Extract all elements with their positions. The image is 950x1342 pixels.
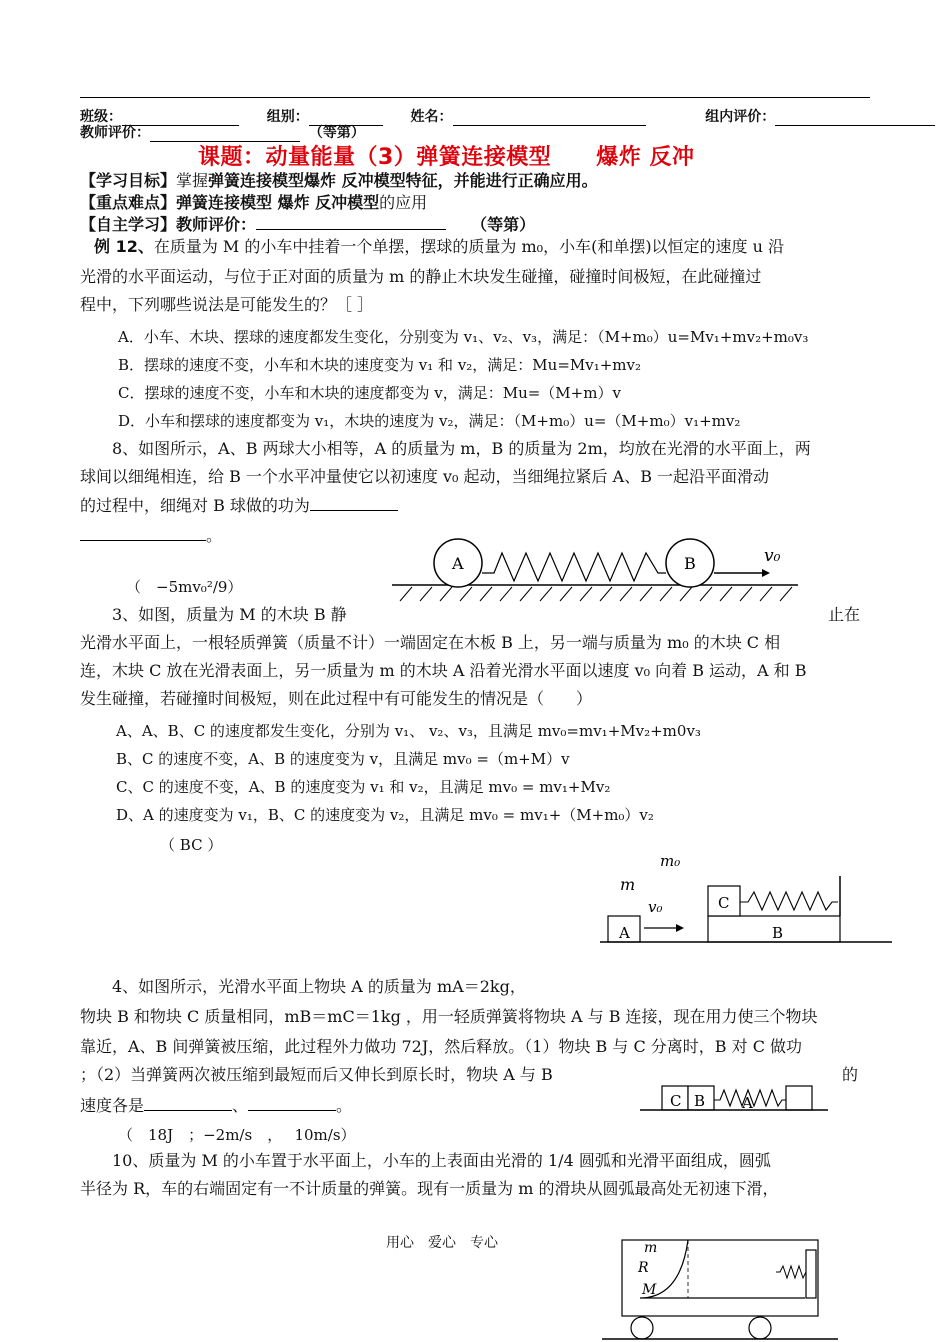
wheel-left-shape <box>631 1317 653 1339</box>
grade-label: （等第） <box>308 125 365 141</box>
goal-text-bold: 弹簧连接模型爆炸 反冲模型特征，并能进行正确应用。 <box>208 171 598 190</box>
q8-line2: 球间以细绳相连，给 B 一个水平冲量使它以初速度 v₀ 起动，当细绳拉紧后 A、B 一起沿平面滑动 <box>80 467 770 486</box>
q3-line1b: 止在 <box>828 605 861 624</box>
q3-option-c[interactable]: C、C 的速度不变，A、B 的速度变为 v₁ 和 v₂，且满足 mv₀ = mv₁+Mv₂ <box>116 778 611 796</box>
q12-option-d[interactable]: D．小车和摆球的速度都变为 v₁，木块的速度为 v₂，满足：（M+m₀）u=（M+m₀）v₁+mv₂ <box>118 412 741 430</box>
q10-line1: 10、质量为 M 的小车置于水平面上，小车的上表面由光滑的 1/4 圆弧和光滑平面组成，圆弧 <box>112 1151 771 1170</box>
q12-line1 <box>94 234 784 260</box>
q10-figure <box>600 1232 840 1342</box>
block-a-label: A <box>619 924 630 942</box>
goal-tag: 【学习目标】 <box>80 171 177 190</box>
q12-num: 例 12、 <box>94 237 154 256</box>
block-b-label: B <box>772 924 784 942</box>
radius-r-label: R <box>638 1260 649 1276</box>
name-field[interactable] <box>453 111 646 126</box>
group-label: 组别： <box>266 109 309 125</box>
name-label: 姓名： <box>410 109 453 125</box>
q4-line5-sep: 、 <box>232 1096 249 1115</box>
q3-option-a[interactable]: A、A、B、C 的速度都发生变化，分别为 v₁、 v₂、v₃，且满足 mv₀=mv₁+Mv₂+m0v₃ <box>116 722 701 740</box>
q3-line3: 连，木块 C 放在光滑表面上，另一质量为 m 的木块 A 沿着光滑水平面以速度 v₀ 向着 B 运动，A 和 B <box>80 661 807 680</box>
spring-shape <box>740 892 838 910</box>
q4-line5 <box>80 1092 352 1119</box>
q4-figure <box>640 1076 830 1116</box>
velocity-arrow-icon <box>762 569 770 577</box>
q8-line4-end: 。 <box>206 526 223 545</box>
v0-label: v₀ <box>764 546 781 566</box>
cart-m-label: M <box>642 1282 657 1298</box>
block-a-label: A <box>742 1094 753 1112</box>
q8-line4 <box>80 522 222 549</box>
ball-a-label: A <box>452 554 464 573</box>
velocity-arrow-icon <box>676 924 684 932</box>
block-c-label: C <box>670 1092 682 1110</box>
key-text-plain: 的应用 <box>379 193 428 212</box>
q3-option-b[interactable]: B、C 的速度不变，A、B 的速度变为 v，且满足 mv₀ =（m+M）v <box>116 750 570 768</box>
v0-label-q3: v₀ <box>648 898 663 916</box>
block-b-label: B <box>694 1092 706 1110</box>
q10-line2: 半径为 R，车的右端固定有一不计质量的弹簧。现有一质量为 m 的滑块从圆弧最高处无初速下滑， <box>80 1179 779 1198</box>
q8-answer-blank-2[interactable] <box>80 522 206 541</box>
q8-line3 <box>80 492 398 519</box>
q3-option-d[interactable]: D、A 的速度变为 v₁，B、C 的速度变为 v₂，且满足 mv₀ = mv₁+（M+m₀）v₂ <box>116 806 654 824</box>
q4-line4b: 的 <box>842 1065 859 1084</box>
m-label: m <box>620 875 636 894</box>
q12-line1-text: 在质量为 M 的小车中挂着一个单摆，摆球的质量为 m₀，小车(和单摆)以恒定的速度 u 沿 <box>153 237 785 256</box>
teacher-eval-row <box>80 122 365 142</box>
q3-line1a: 3、如图，质量为 M 的木块 B 静 <box>112 605 347 624</box>
q4-answer: （ 18J ；−2m/s ， 10m/s） <box>118 1126 356 1144</box>
self-eval-label: 教师评价： <box>176 215 257 234</box>
q4-line5-end: 。 <box>336 1096 353 1115</box>
q3-line4: 发生碰撞，若碰撞时间极短，则在此过程中有可能发生的情况是（ ） <box>80 689 593 708</box>
self-tag: 【自主学习】 <box>80 215 177 234</box>
spring-shape <box>482 553 666 581</box>
q12-line3: 程中，下列哪些说法是可能发生的？［ ］ <box>80 295 374 314</box>
q4-line4a: ；（2）当弹簧两次被压缩到最短而后又伸长到原长时，物块 A 与 B <box>80 1065 553 1084</box>
q4-line2: 物块 B 和物块 C 质量相同，mB＝mC＝1kg ，用一轻质弹簧将物块 A 与 B 连接，现在用力使三个物块 <box>80 1007 818 1026</box>
page-title: 课题：动量能量（3）弹簧连接模型 爆炸 反冲 <box>198 145 695 170</box>
q8-line3-text: 的过程中，细绳对 B 球做的功为 <box>80 496 310 515</box>
group-eval-field[interactable] <box>775 111 935 126</box>
slider-m-label: m <box>644 1240 658 1256</box>
q12-option-b[interactable]: B．摆球的速度不变，小车和木块的速度变为 v₁ 和 v₂，满足：Mu=Mv₁+mv₂ <box>118 356 642 374</box>
teacher-eval-label: 教师评价： <box>80 125 150 141</box>
q8-line1: 8、如图所示，A、B 两球大小相等，A 的质量为 m，B 的质量为 2m，均放在光滑的水平面上，两 <box>112 439 811 458</box>
q3-line2: 光滑水平面上，一根轻质弹簧（质量不计）一端固定在木板 B 上，另一端与质量为 m₀ 的木块 C 相 <box>80 633 781 652</box>
block-c-label: C <box>718 894 730 912</box>
key-text-bold: 弹簧连接模型 爆炸 反冲模型 <box>176 193 380 212</box>
goal-text-plain: 掌握 <box>176 171 209 190</box>
page-footer: 用心 爱心 专心 <box>386 1235 498 1251</box>
self-study <box>80 212 535 235</box>
q12-option-c[interactable]: C．摆球的速度不变，小车和木块的速度都变为 v，满足：Mu=（M+m）v <box>118 384 621 402</box>
q4-answer-blank-1[interactable] <box>144 1092 232 1111</box>
q4-line5-text: 速度各是 <box>80 1096 145 1115</box>
learning-goal <box>80 168 598 191</box>
q4-line1: 4、如图所示，光滑水平面上物块 A 的质量为 mA＝2kg， <box>112 977 526 996</box>
key-tag: 【重点难点】 <box>80 193 177 212</box>
block-a-shape <box>786 1086 812 1110</box>
key-difficulty <box>80 190 427 213</box>
class-label: 班级： <box>80 109 122 125</box>
q4-line3: 靠近，A、B 间弹簧被压缩，此过程外力做功 72J，然后释放。（1）物块 B 与 C 分离时，B 对 C 做功 <box>80 1037 803 1056</box>
wheel-right-shape <box>749 1317 771 1339</box>
self-eval-field[interactable] <box>256 215 446 230</box>
top-rule <box>80 97 870 98</box>
q8-answer-blank-1[interactable] <box>310 492 398 511</box>
self-grade-label: （等第） <box>471 215 536 234</box>
q4-answer-blank-2[interactable] <box>248 1092 336 1111</box>
q12-line2: 光滑的水平面运动，与位于正对面的质量为 m 的静止木块发生碰撞，碰撞时间极短，在此碰撞过 <box>80 267 762 286</box>
ball-b-label: B <box>684 554 696 573</box>
q8-answer: （ −5mv₀²/9） <box>126 578 243 596</box>
q8-figure <box>390 535 800 605</box>
group-eval-label: 组内评价： <box>705 109 776 125</box>
q12-option-a[interactable]: A．小车、木块、摆球的速度都发生变化，分别变为 v₁、v₂、v₃，满足：（M+m₀）u=Mv₁+mv₂+m₀v₃ <box>118 328 809 346</box>
m0-label: m₀ <box>660 852 681 870</box>
q3-answer: （ BC ） <box>160 836 223 854</box>
q3-figure <box>600 846 895 946</box>
